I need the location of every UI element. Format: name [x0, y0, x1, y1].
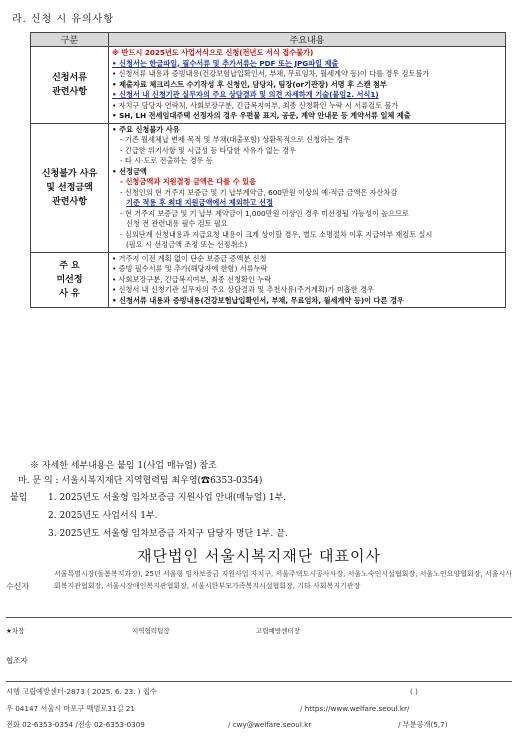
content-line: • 신청서는 한글파일, 필수서류 및 추가서류는 PDF 또는 JPG파일 제출: [112, 58, 339, 68]
row-content: [109, 252, 506, 308]
cooperator-label: 협조자: [6, 656, 28, 665]
attachment-label: 붙임: [10, 493, 28, 503]
content-line: ※ 반드시 2025년도 사업서식으로 신청(전년도 서식 접수불가): [112, 48, 314, 57]
table-header-row: [31, 33, 506, 47]
content-line: 기준 적용 후 최대 지원금액에서 제외하고 선정: [126, 198, 273, 207]
content-line: • 신청서 내 신청기관 실무자의 주요 상담결과 및 의견 자세하게 기술(붙임2. 서식1): [112, 90, 379, 99]
content-line: • SH, LH 전세임대주택 선정자의 경우 우편물 표지, 공문, 계약 안내문 등 계약서류 일체 제출: [112, 111, 411, 120]
divider: [6, 681, 512, 682]
category-line: 미선정: [56, 274, 83, 285]
category-line: 관련사항: [52, 196, 87, 207]
category-line: 및 선정금액: [46, 182, 93, 193]
content-line: • 증빙 필수서류 및 추가(해당자에 한함) 서류누락: [112, 264, 268, 273]
sender-name: 재단법인 서울시복지재단 대표이사: [137, 547, 381, 565]
content-line: 신청 전 관련내용 필수 검토 필요: [126, 219, 228, 228]
content-line: • 신청서 내 신청기관 실무자의 주요 상담결과 및 추천사유(주거계획)가 미흡한 경우: [112, 285, 374, 294]
email-link[interactable]: / cwy@welfare.seoul.kr: [228, 720, 312, 729]
content-line: • 선정금액: [112, 166, 147, 176]
content-line: - 타 시·도로 전출하는 경우 등: [120, 156, 213, 165]
approval-team-lead: 지역협력팀장: [132, 627, 170, 635]
table-row: [31, 123, 506, 252]
table-row: [31, 47, 506, 124]
content-line: - 기존 월세체납 변제 목적 및 부채(대출포함) 상환목적으로 신청하는 경우: [120, 135, 351, 144]
section-title: 라. 신청 시 유의사항: [12, 14, 114, 25]
phone-fax-line: 전화 02-6353-0354 /전송 02-6353-0309: [6, 720, 145, 729]
address-line: 우 04147 서울시 마포구 백범로31길 21: [6, 704, 135, 713]
content-line: (필요 시 선정금액 조정 또는 선정취소): [126, 240, 248, 249]
recipients-label: 수신자: [6, 582, 30, 591]
approval-drafter: ★차장: [6, 627, 25, 635]
content-line: • 자치구 담당자 연락처, 사회보장구분, 긴급복지여부, 최종 신청확인 누락 시 서류검토 불가: [112, 100, 399, 110]
manual-note: ※ 자세한 세부내용은 붙임 1(사업 매뉴얼) 참조: [30, 461, 217, 471]
header-category: 구분: [31, 33, 109, 47]
row-category: [31, 47, 109, 124]
header-content: 주요내용: [109, 33, 506, 47]
content-line: • 거주지 이전 계획 없이 단순 보증금 증액분 신청: [112, 253, 267, 263]
content-line: • 신청서류 내용과 증빙내용(건강보험납입확인서, 부채, 무료임차, 월세계약 등)이 다를 경우 검토불가: [112, 69, 430, 78]
content-line: - 현 거주지 보증금 및 기 납부 계약금이 1,000만원 이상인 경우 미선정될 가능성이 높으므로: [120, 208, 409, 218]
contact-line: 마. 문 의 : 서울시복지재단 지역협력팀 최우영(☎6353-0354): [18, 476, 263, 486]
row-content: [109, 123, 506, 252]
row-category: [31, 123, 109, 252]
content-line: • 제출자료 체크리스트 수기작성 후 신청인, 담당자, 팀장(or기관장) 서명 후 스캔 첨부: [112, 79, 387, 89]
table-row: [31, 252, 506, 308]
category-line: 사 유: [59, 288, 80, 299]
recipients-text: 서울특별시장(돌봄복지과장), 25년 서울형 임차보증금 지원사업 자치구, 서울주택도시공사사장, 서울노숙인시설협회장, 서울노인요양협회장, 서울시사회복지관협회장, 서울시장애인복지관협회장, 서울시한부모가족복지시설협회장, 기타 사회복지기관장: [54, 570, 513, 590]
table-body: [31, 47, 506, 308]
content-line: - 신청금액과 지원결정 금액은 다를 수 있음: [120, 177, 257, 186]
receipt-field: ( ): [410, 687, 418, 696]
category-line: 주 요: [59, 260, 80, 271]
enforcement-line: 시행 고립예방센터-2873 ( 2025. 6. 23. ) 접수: [6, 687, 157, 696]
content-line: - 심의단계 신청내용과 지급요청 내용이 크게 상이할 경우, 별도 소명절차 이후 지급여부 재검토 실시: [120, 229, 433, 239]
content-line: • 신청서류 내용과 증빙내용(건강보험납입확인서, 부채, 무료임차, 월세계약 등)이 다른 경우: [112, 295, 404, 305]
content-line: • 사회보장구분, 긴급복지여부, 최종 신청확인 누락: [112, 274, 272, 284]
approval-center-lead: 고립예방센터장: [256, 627, 300, 635]
content-line: • 주요 신청불가 사유: [112, 124, 180, 134]
disclosure-level: / 부분공개(5,7): [398, 720, 448, 729]
row-content: [109, 47, 506, 124]
content-line: - 신청인의 현 거주지 보증금 및 기 납부계약금, 600만원 이상의 예·적금 금액은 자산차감: [120, 187, 398, 197]
category-line: 관련사항: [52, 86, 87, 97]
category-line: 신청서류: [52, 72, 87, 83]
attachment-item-1: 1. 2025년도 서울형 임차보증금 지원사업 안내(매뉴얼) 1부.: [48, 493, 287, 503]
row-category: [31, 252, 109, 308]
attachment-item-2: 2. 2025년도 사업서식 1부.: [48, 511, 158, 521]
notice-table: [30, 32, 506, 308]
category-line: 신청불가 사유: [41, 168, 98, 179]
homepage-link[interactable]: / https://www.welfare.seoul.kr/: [300, 704, 410, 713]
divider: [6, 617, 512, 618]
content-line: - 긴급한 위기사항 및 시급성 등 타당한 사유가 없는 경우: [120, 145, 296, 155]
attachment-item-3: 3. 2025년도 서울형 임차보증금 자치구 담당자 명단 1부. 끝.: [48, 529, 288, 539]
